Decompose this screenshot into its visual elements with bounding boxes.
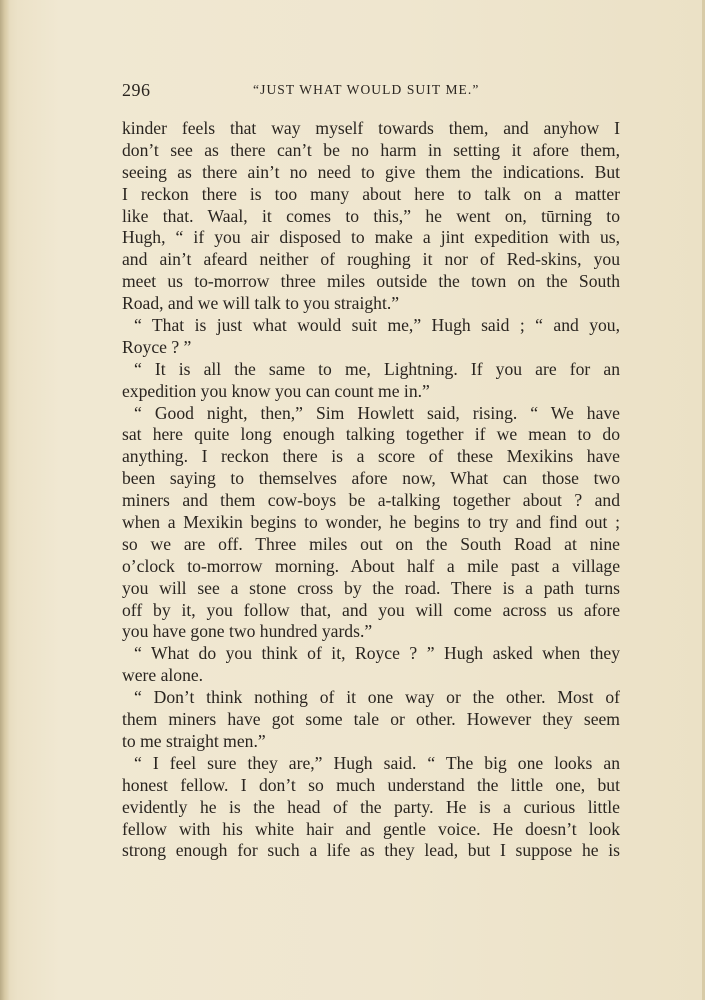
text-line: seeing as there ain’t no need to give them the indications. But xyxy=(122,161,620,182)
page-header xyxy=(122,80,622,102)
text-line: “ Good night, then,” Sim Howlett said, rising. “ We have xyxy=(134,402,620,423)
text-line: so we are off. Three miles out on the South Road at nine xyxy=(122,533,620,554)
text-line: them miners have got some tale or other. However they seem xyxy=(122,709,620,730)
text-line: to me straight men.” xyxy=(122,730,266,751)
text-line: you have gone two hundred yards.” xyxy=(122,621,373,642)
text-line: “ It is all the same to me, Lightning. If you are for an xyxy=(134,358,620,379)
text-line: expedition you know you can count me in.” xyxy=(122,380,430,401)
text-line: evidently he is the head of the party. He is a curious little xyxy=(122,796,620,817)
text-line: strong enough for such a life as they lead, but I suppose he is xyxy=(122,840,620,861)
text-line: don’t see as there can’t be no harm in setting it afore them, xyxy=(122,139,620,160)
text-line: were alone. xyxy=(122,665,204,686)
text-line: miners and them cow-boys be a-talking together about ? and xyxy=(122,490,620,511)
page-number: 296 xyxy=(122,80,151,100)
text-line: been saying to themselves afore now, What can those two xyxy=(122,468,620,489)
text-line: fellow with his white hair and gentle voice. He doesn’t look xyxy=(122,818,620,839)
text-line: Hugh, “ if you air disposed to make a jint expedition with us, xyxy=(122,227,620,248)
body-text xyxy=(122,118,620,862)
text-line: I reckon there is too many about here to talk on a matter xyxy=(122,183,620,204)
text-line: “ That is just what would suit me,” Hugh said ; “ and you, xyxy=(134,315,620,336)
text-line: like that. Waal, it comes to this,” he went on, tūrning to xyxy=(122,205,620,226)
text-line: Road, and we will talk to you straight.” xyxy=(122,293,400,314)
text-line: “ Don’t think nothing of it one way or the other. Most of xyxy=(134,687,620,708)
text-line: anything. I reckon there is a score of these Mexikins have xyxy=(122,446,620,467)
text-line: and ain’t afeard neither of roughing it nor of Red-skins, you xyxy=(122,249,620,270)
text-line: when a Mexikin begins to wonder, he begins to try and find out ; xyxy=(122,512,620,533)
text-line: kinder feels that way myself towards them, and anyhow I xyxy=(122,118,620,138)
text-line: honest fellow. I don’t so much understand the little one, but xyxy=(122,774,620,795)
text-line: o’clock to-morrow morning. About half a mile past a village xyxy=(122,555,620,576)
running-head: “JUST WHAT WOULD SUIT ME.” xyxy=(253,82,480,97)
text-line: sat here quite long enough talking together if we mean to do xyxy=(122,424,620,445)
text-line: you will see a stone cross by the road. There is a path turns xyxy=(122,577,620,598)
text-line: “ I feel sure they are,” Hugh said. “ The big one looks an xyxy=(134,752,620,773)
text-line: Royce ? ” xyxy=(122,336,192,357)
text-line: “ What do you think of it, Royce ? ” Hugh asked when they xyxy=(134,643,620,664)
text-line: off by it, you follow that, and you will come across us afore xyxy=(122,599,620,620)
text-line: meet us to-morrow three miles outside the town on the South xyxy=(122,271,620,292)
gutter-shadow xyxy=(0,0,10,1000)
